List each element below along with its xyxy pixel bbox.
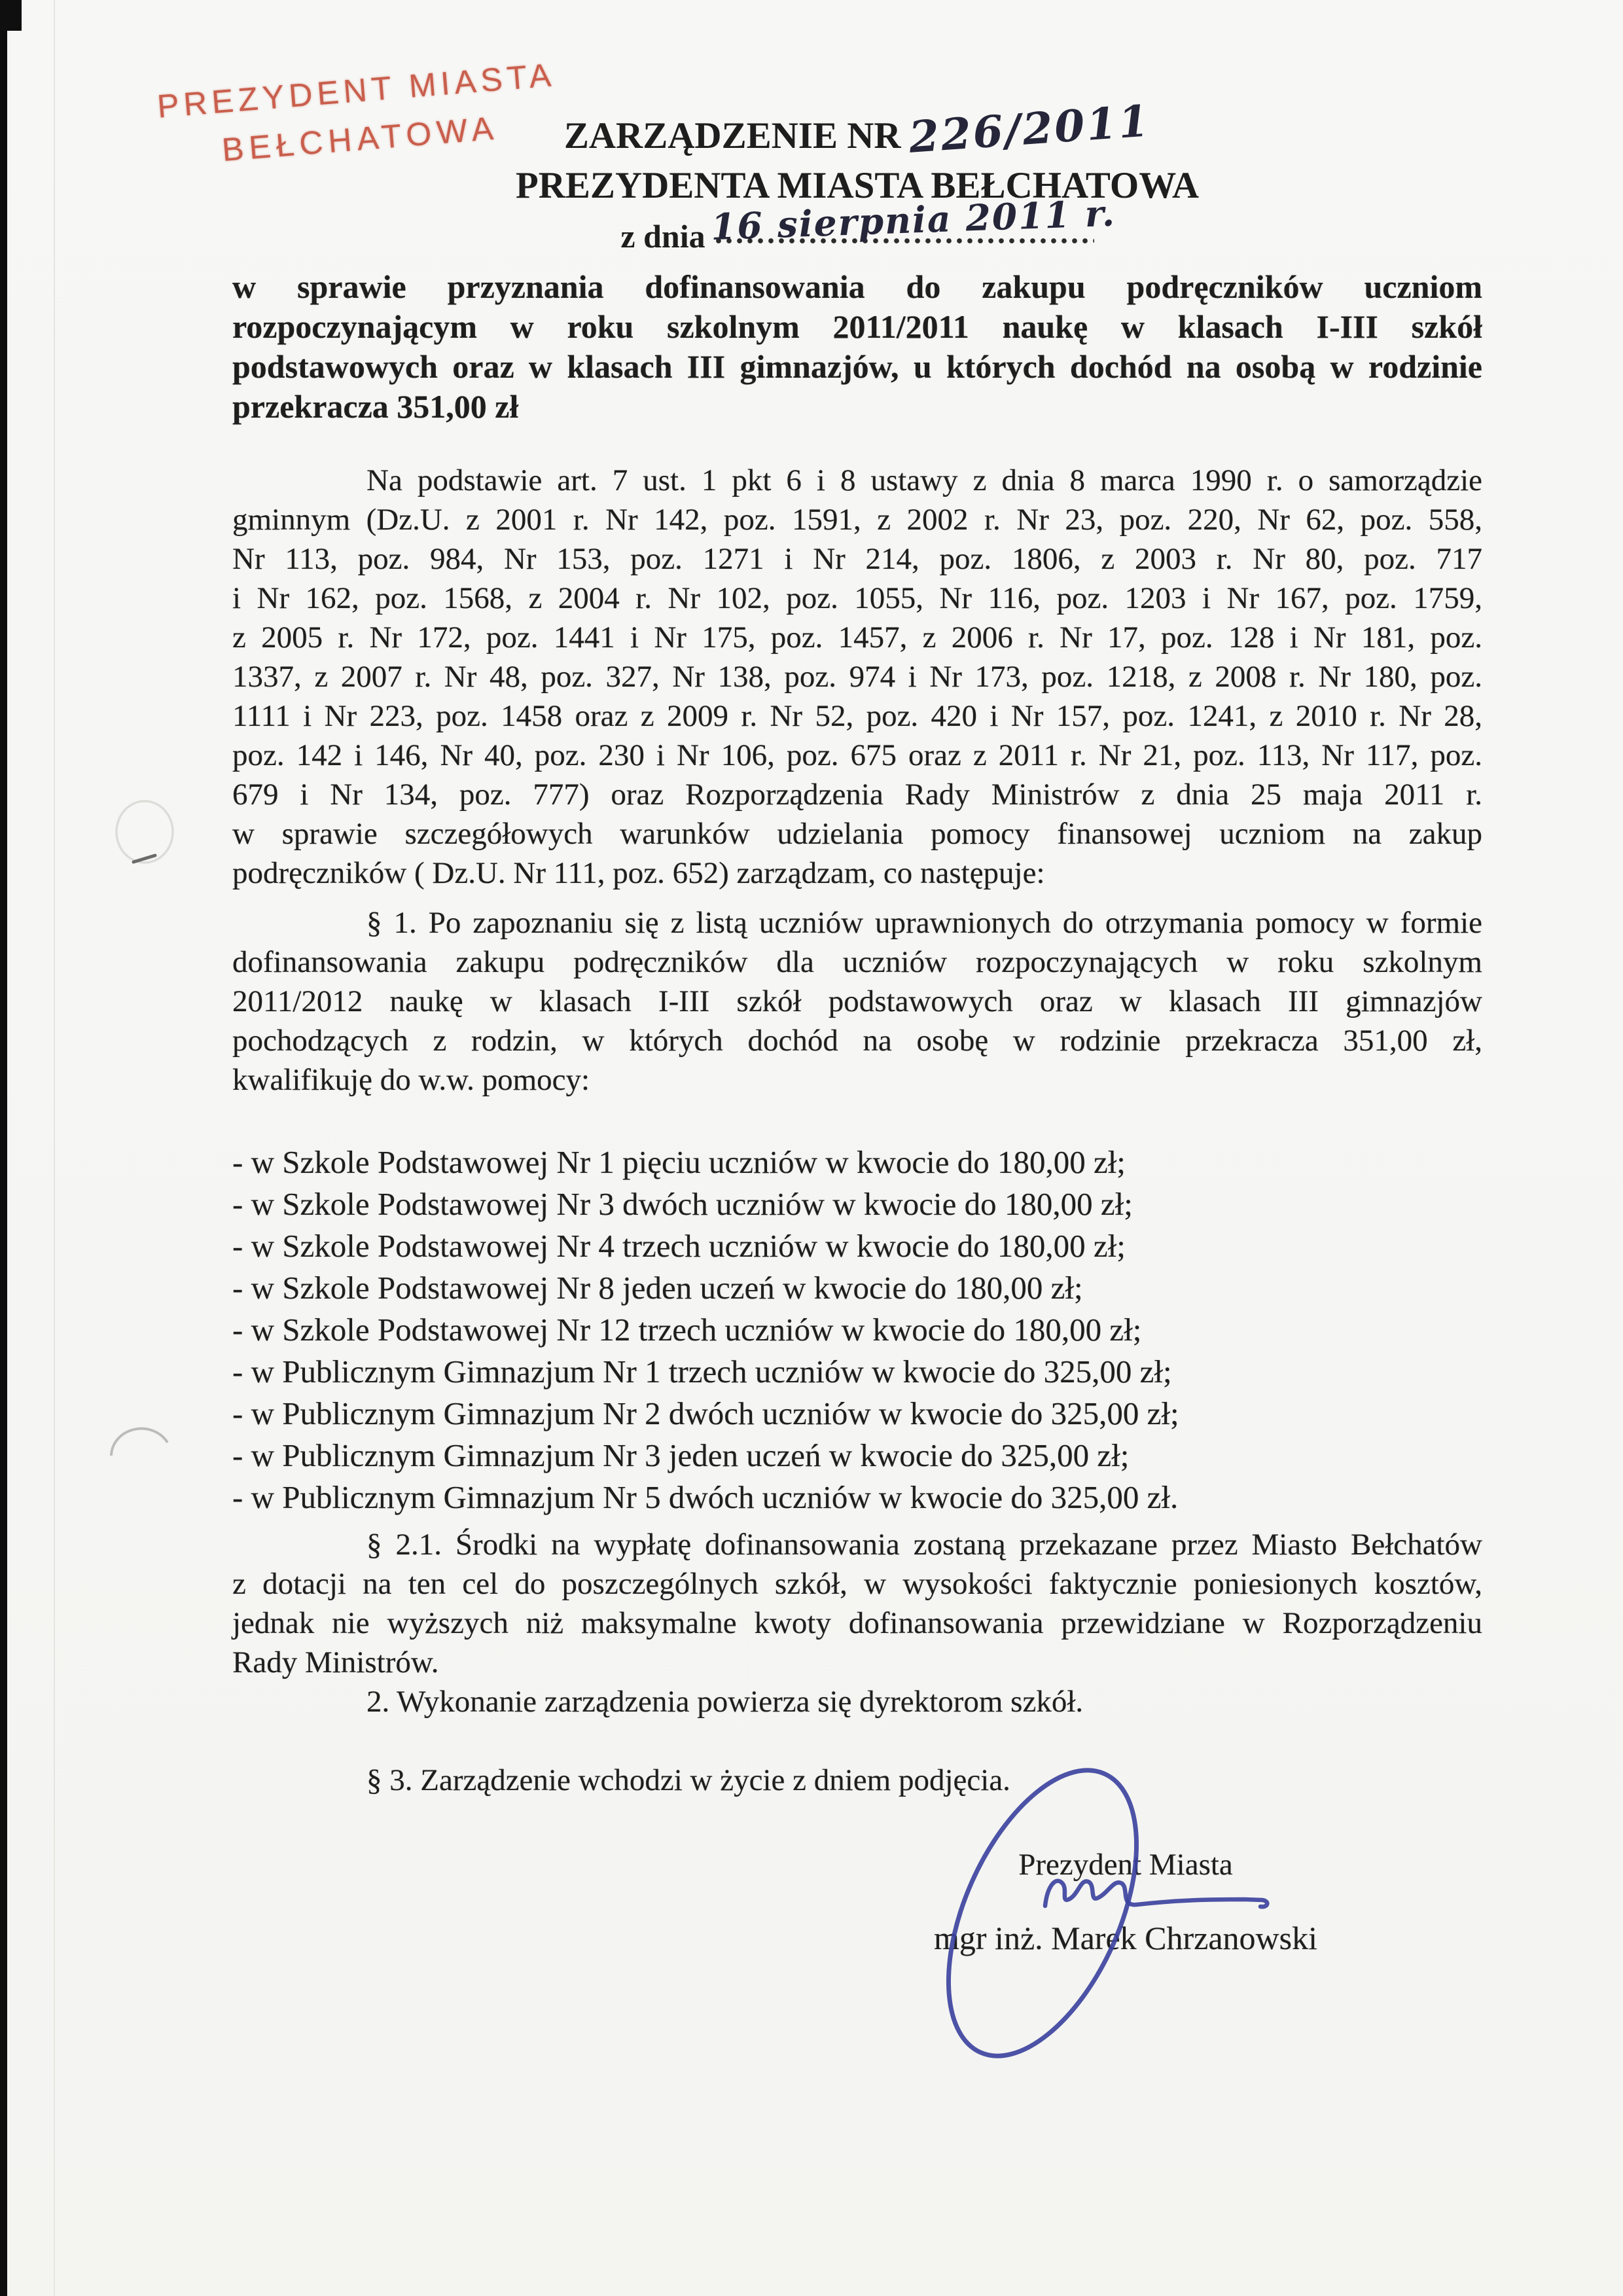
- legal-basis-text-line: Nr 113, poz. 984, Nr 153, poz. 1271 i Nr 214, poz. 1806, z 2003 r. Nr 80, poz. 717: [232, 542, 1482, 576]
- allocation-item: - w Szkole Podstawowej Nr 12 trzech uczniów w kwocie do 180,00 zł;: [232, 1312, 1142, 1348]
- subject-text-line: podstawowych oraz w klasach III gimnazjów, u których dochód na osobą w rodzinie: [232, 348, 1482, 385]
- allocation-list: [232, 1141, 1528, 1518]
- section-1-text-line: § 1. Po zapoznaniu się z listą uczniów uprawnionych do otrzymania pomocy w formie: [366, 906, 1482, 940]
- scan-artifact-arc: [111, 1429, 168, 1456]
- issuer-title-line: PREZYDENTA MIASTA BEŁCHATOWA: [515, 165, 1200, 206]
- signature-title: Prezydent Miasta: [1018, 1848, 1233, 1882]
- allocation-item: - w Szkole Podstawowej Nr 4 trzech uczniów w kwocie do 180,00 zł;: [232, 1228, 1126, 1264]
- allocation-item: - w Szkole Podstawowej Nr 3 dwóch uczniów w kwocie do 180,00 zł;: [232, 1186, 1133, 1222]
- legal-basis-text-line: 1111 i Nr 223, poz. 1458 oraz z 2009 r. Nr 52, poz. 420 i Nr 157, poz. 1241, z 2010 r. Nr 28,: [232, 699, 1482, 733]
- scan-artifact-circle: [116, 801, 173, 863]
- legal-basis-text-line: 679 i Nr 134, poz. 777) oraz Rozporządzenia Rady Ministrów z dnia 25 maja 2011 r.: [232, 778, 1482, 812]
- section-2-text-line: § 2.1. Środki na wypłatę dofinansowania zostaną przekazane przez Miasto Bełchatów: [366, 1528, 1482, 1562]
- allocation-item: - w Szkole Podstawowej Nr 8 jeden uczeń w kwocie do 180,00 zł;: [232, 1270, 1083, 1306]
- section-2-text-line: Rady Ministrów.: [232, 1645, 439, 1679]
- scan-left-edge: [0, 0, 7, 2296]
- signature-ink-squiggle: [1045, 1881, 1267, 1907]
- subject-text-line: w sprawie przyznania dofinansowania do zakupu podręczników uczniom: [232, 268, 1482, 305]
- ordinance-title-line: [232, 95, 1482, 163]
- stamp-line-2: BEŁCHATOWA: [221, 109, 500, 169]
- date-prefix: z dnia: [620, 218, 705, 255]
- allocation-item: - w Publicznym Gimnazjum Nr 3 jeden uczeń w kwocie do 325,00 zł;: [232, 1437, 1130, 1473]
- signer-name: mgr inż. Marek Chrzanowski: [934, 1920, 1317, 1956]
- paper-edge-shadow: [54, 0, 55, 2296]
- section-1-text-line: dofinansowania zakupu podręczników dla uczniów rozpoczynających w roku szkolnym: [232, 945, 1482, 979]
- scan-top-left-corner: [0, 0, 22, 31]
- subject-paragraph: [232, 267, 1482, 427]
- ordinance-title-printed: ZARZĄDZENIE NR: [563, 115, 901, 156]
- date-dotted-line: [709, 191, 1116, 249]
- section-1-text-line: pochodzących z rodzin, w których dochód na osobę w rodzinie przekracza 351,00 zł,: [232, 1024, 1482, 1058]
- subject-text-line: rozpoczynającym w roku szkolnym 2011/2011 naukę w klasach I-III szkół: [232, 308, 1482, 345]
- section-2-point-2: [232, 1682, 1482, 1721]
- scan-artifact-dash: [134, 855, 155, 862]
- document-heading: [232, 95, 1482, 256]
- date-line: [232, 191, 1482, 256]
- legal-basis-text-line: Na podstawie art. 7 ust. 1 pkt 6 i 8 ustawy z dnia 8 marca 1990 r. o samorządzie: [366, 463, 1482, 497]
- subject-text-line: przekracza 351,00 zł: [232, 388, 519, 425]
- section-1-text-line: 2011/2012 naukę w klasach I-III szkół podstawowych oraz w klasach III gimnazjów: [232, 984, 1482, 1018]
- legal-basis-text-line: z 2005 r. Nr 172, poz. 1441 i Nr 175, poz. 1457, z 2006 r. Nr 17, poz. 128 i Nr 181, poz.: [232, 620, 1482, 655]
- section-1-text-line: kwalifikuję do w.w. pomocy:: [232, 1063, 590, 1097]
- legal-basis-text-line: gminnym (Dz.U. z 2001 r. Nr 142, poz. 1591, z 2002 r. Nr 23, poz. 220, Nr 62, poz. 558,: [232, 503, 1482, 537]
- legal-basis-text-line: w sprawie szczegółowych warunków udzielania pomocy finansowej uczniom na zakup: [232, 817, 1482, 851]
- legal-basis-text-line: podręczników ( Dz.U. Nr 111, poz. 652) zarządzam, co następuje:: [232, 856, 1045, 890]
- section-2-text-line: jednak nie wyższych niż maksymalne kwoty dofinansowania przewidziane w Rozporządzeniu: [232, 1606, 1482, 1640]
- allocation-item: - w Publicznym Gimnazjum Nr 1 trzech uczniów w kwocie do 325,00 zł;: [232, 1354, 1172, 1390]
- section-2-text-line: z dotacji na ten cel do poszczególnych szkół, w wysokości faktycznie poniesionych kosztów,: [232, 1567, 1482, 1601]
- stamp-line-1: PREZYDENT MIASTA: [156, 56, 557, 125]
- allocation-item: - w Publicznym Gimnazjum Nr 2 dwóch uczniów w kwocie do 325,00 zł;: [232, 1395, 1179, 1431]
- legal-basis-text-line: poz. 142 i 146, Nr 40, poz. 230 i Nr 106, poz. 675 oraz z 2011 r. Nr 21, poz. 113, Nr 117, poz.: [232, 738, 1482, 772]
- section-1-paragraph: [232, 903, 1482, 1100]
- section-3-text: § 3. Zarządzenie wchodzi w życie z dniem podjęcia.: [366, 1763, 1010, 1797]
- section-2-point-2-text: 2. Wykonanie zarządzenia powierza się dyrektorom szkół.: [366, 1685, 1084, 1719]
- date-handwritten: 16 sierpnia 2011 r.: [709, 191, 1116, 249]
- section-3-paragraph: [232, 1761, 1482, 1800]
- ordinance-number-handwritten: 226/2011: [906, 95, 1152, 163]
- legal-basis-text-line: i Nr 162, poz. 1568, z 2004 r. Nr 102, poz. 1055, Nr 116, poz. 1203 i Nr 167, poz. 1759,: [232, 581, 1482, 615]
- legal-basis-paragraph: [232, 461, 1482, 893]
- legal-basis-text-line: 1337, z 2007 r. Nr 48, poz. 327, Nr 138, poz. 974 i Nr 173, poz. 1218, z 2008 r. Nr 180, poz.: [232, 660, 1482, 694]
- allocation-item: - w Szkole Podstawowej Nr 1 pięciu uczniów w kwocie do 180,00 zł;: [232, 1144, 1126, 1180]
- allocation-item: - w Publicznym Gimnazjum Nr 5 dwóch uczniów w kwocie do 325,00 zł.: [232, 1479, 1179, 1515]
- section-2-paragraph: [232, 1525, 1482, 1682]
